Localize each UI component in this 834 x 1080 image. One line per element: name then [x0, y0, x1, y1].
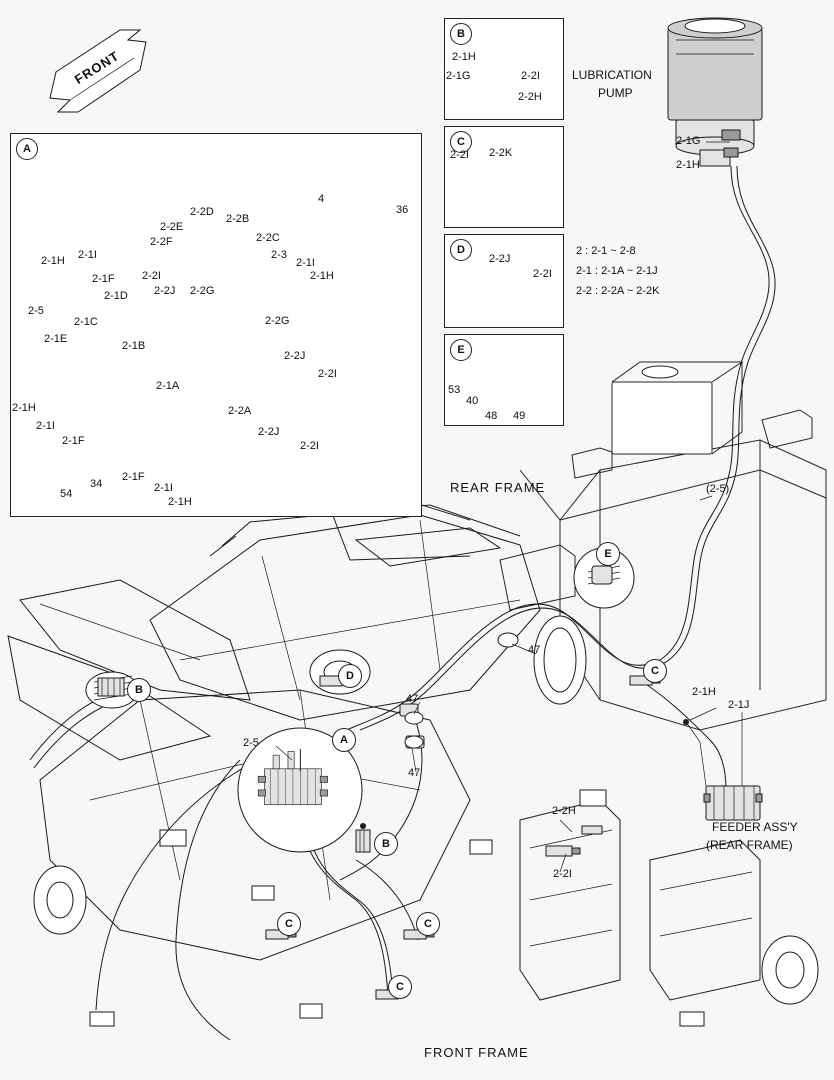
scene-callout-a: A — [332, 728, 356, 752]
scene-callout-b-centre: B — [374, 832, 398, 856]
scene-label-47-a: 47 — [528, 644, 541, 656]
detail-tag-b: B — [450, 23, 472, 45]
detail-a-label-32: 2-2J — [258, 426, 280, 438]
detail-a-label-28: 2-2G — [265, 315, 290, 327]
detail-a-label-25: 2-3 — [271, 249, 287, 261]
detail-a-label-15: 54 — [60, 488, 73, 500]
detail-a-label-17: 2-2I — [142, 270, 161, 282]
detail-a-label-1: 2-1I — [78, 249, 97, 261]
detail-a-label-18: 2-2J — [154, 285, 176, 297]
detail-a-label-33: 2-2I — [300, 440, 319, 452]
feeder-assy-label-1: FEEDER ASS'Y — [712, 820, 798, 834]
detail-e-label-1: 40 — [466, 395, 479, 407]
legend-line-2: 2-2 : 2-2A ~ 2-2K — [576, 285, 660, 297]
detail-b-label-3: 2-2H — [518, 91, 542, 103]
scene-callout-d: D — [338, 664, 362, 688]
scene-callout-e: E — [596, 542, 620, 566]
scene-label-2-2h: 2-2H — [552, 805, 576, 817]
detail-tag-d: D — [450, 239, 472, 261]
detail-a-label-3: 2-1D — [104, 290, 128, 302]
detail-a-label-23: 2-2B — [226, 213, 250, 225]
detail-tag-e: E — [450, 339, 472, 361]
detail-a-label-12: 2-1F — [122, 471, 145, 483]
detail-box-a — [10, 133, 422, 517]
detail-a-label-34: 4 — [318, 193, 325, 205]
detail-a-label-31: 2-2A — [228, 405, 252, 417]
detail-a-label-35: 36 — [396, 204, 409, 216]
detail-a-label-14: 2-1H — [168, 496, 192, 508]
scene-callout-c-right: C — [643, 659, 667, 683]
lubrication-pump-label-2: PUMP — [598, 86, 633, 100]
scene-label-47-c: 47 — [408, 767, 421, 779]
scene-label-2-5-bubble: 2-5 — [243, 737, 259, 749]
detail-a-label-9: 2-1H — [12, 402, 36, 414]
detail-e-label-2: 48 — [485, 410, 498, 422]
detail-a-label-10: 2-1I — [36, 420, 55, 432]
scene-label-2-1j-feeder: 2-1J — [728, 699, 750, 711]
detail-a-label-7: 2-1B — [122, 340, 146, 352]
detail-a-label-21: 2-2F — [150, 236, 173, 248]
scene-label-2-5: (2-5) — [706, 483, 730, 495]
detail-a-label-30: 2-2I — [318, 368, 337, 380]
detail-a-label-4: 2-1C — [74, 316, 98, 328]
rear-frame-label: REAR FRAME — [450, 480, 546, 495]
detail-c-label-0: 2-2I — [450, 149, 469, 161]
scene-label-2-2i: 2-2I — [553, 868, 572, 880]
scene-label-2-1h-feeder: 2-1H — [692, 686, 716, 698]
detail-a-label-6: 2-5 — [28, 305, 44, 317]
scene-label-47-b: 47 — [406, 693, 419, 705]
detail-a-label-0: 2-1H — [41, 255, 65, 267]
lubrication-pump-label-1: LUBRICATION — [572, 68, 652, 82]
detail-a-label-24: 2-2C — [256, 232, 280, 244]
detail-a-label-5: 2-1E — [44, 333, 68, 345]
feeder-assy-label-2: (REAR FRAME) — [706, 838, 793, 852]
detail-a-label-13: 2-1I — [154, 482, 173, 494]
detail-a-label-8: 2-1A — [156, 380, 180, 392]
detail-a-label-29: 2-2J — [284, 350, 306, 362]
detail-tag-a: A — [16, 138, 38, 160]
detail-e-label-3: 49 — [513, 410, 526, 422]
scene-callout-c-left: C — [277, 912, 301, 936]
detail-b-label-2: 2-2I — [521, 70, 540, 82]
detail-a-label-2: 2-1F — [92, 273, 115, 285]
scene-callout-c-mid: C — [416, 912, 440, 936]
front-frame-label: FRONT FRAME — [424, 1045, 529, 1060]
scene-callout-b-left: B — [127, 678, 151, 702]
legend-line-1: 2-1 : 2-1A ~ 2-1J — [576, 265, 658, 277]
detail-b-label-1: 2-1G — [446, 70, 471, 82]
scene-label-2-1g: 2-1G — [676, 135, 701, 147]
scene-label-2-1h-pump: 2-1H — [676, 159, 700, 171]
detail-a-label-16: 34 — [90, 478, 103, 490]
detail-a-label-27: 2-1H — [310, 270, 334, 282]
detail-a-label-19: 2-2G — [190, 285, 215, 297]
scene-callout-c-bottom: C — [388, 975, 412, 999]
detail-a-label-20: 2-2E — [160, 221, 184, 233]
front-arrow-label: FRONT — [71, 47, 122, 88]
detail-a-label-26: 2-1I — [296, 257, 315, 269]
detail-a-label-11: 2-1F — [62, 435, 85, 447]
detail-a-label-22: 2-2D — [190, 206, 214, 218]
legend-line-0: 2 : 2-1 ~ 2-8 — [576, 245, 636, 257]
detail-d-label-1: 2-2I — [533, 268, 552, 280]
detail-tag-c: C — [450, 131, 472, 153]
detail-d-label-0: 2-2J — [489, 253, 511, 265]
detail-b-label-0: 2-1H — [452, 51, 476, 63]
detail-e-label-0: 53 — [448, 384, 461, 396]
detail-c-label-1: 2-2K — [489, 147, 513, 159]
